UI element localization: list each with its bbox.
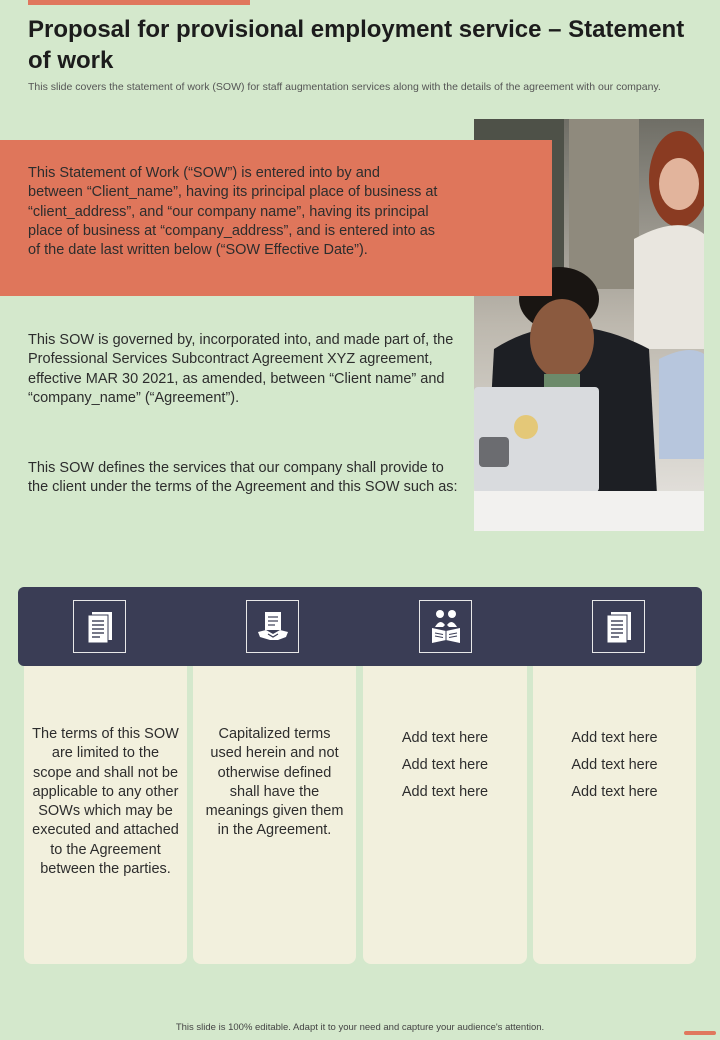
placeholder-text: Add text here: [571, 730, 658, 746]
services-definition-paragraph: This SOW defines the services that our company shall provide to the client under the terms of the Agreement and this SOW such as:: [28, 460, 458, 496]
bottom-accent-bar: [684, 1031, 716, 1035]
placeholder-text: Add text here: [401, 784, 489, 800]
footer-note: This slide is 100% editable. Adapt it to your need and capture your audience's attention.: [175, 1022, 545, 1033]
placeholder-text: Add text here: [571, 757, 658, 773]
people-reading-book-icon: [419, 600, 472, 653]
card-text: The terms of this SOW are limited to the scope and shall not be applicable to any other SOWs which may be executed and attached to the Agreement between the parties.: [32, 726, 179, 878]
handshake-document-icon: [246, 600, 299, 653]
card-placeholder-4: [533, 666, 696, 964]
card-text: Capitalized terms used herein and not otherwise defined shall have the meanings given them in the Agreement.: [205, 726, 344, 839]
icon-band: [18, 587, 702, 666]
document-icon: [592, 600, 645, 653]
placeholder-text: Add text here: [401, 757, 489, 773]
card-placeholder-3: [363, 666, 527, 964]
placeholder-text: Add text here: [571, 784, 658, 800]
governing-agreement-paragraph: This SOW is governed by, incorporated into, and made part of, the Professional Services Subcontract Agreement XYZ agreement, effective MAR 30 2021, as amended, between “Client name” and “company_name” (“Agreement”).: [28, 332, 454, 406]
intro-highlight-text: This Statement of Work (“SOW”) is entered into by and between “Client_name”, having its principal place of business at “client_address”, and “our company name”, having its principal place of business at “company_address”, and is entered into as of the date last written below (“SOW Effective Date”).: [28, 165, 438, 259]
page-subtitle: This slide covers the statement of work (SOW) for staff augmentation services along with the details of the agreement with our company.: [28, 81, 661, 93]
page-title: Proposal for provisional employment service – Statement of work: [28, 16, 685, 74]
document-icon: [73, 600, 126, 653]
card-capitalized-terms: [193, 666, 356, 964]
top-accent-bar: [28, 0, 250, 5]
placeholder-text: Add text here: [401, 730, 489, 746]
card-scope-terms: [24, 666, 187, 964]
